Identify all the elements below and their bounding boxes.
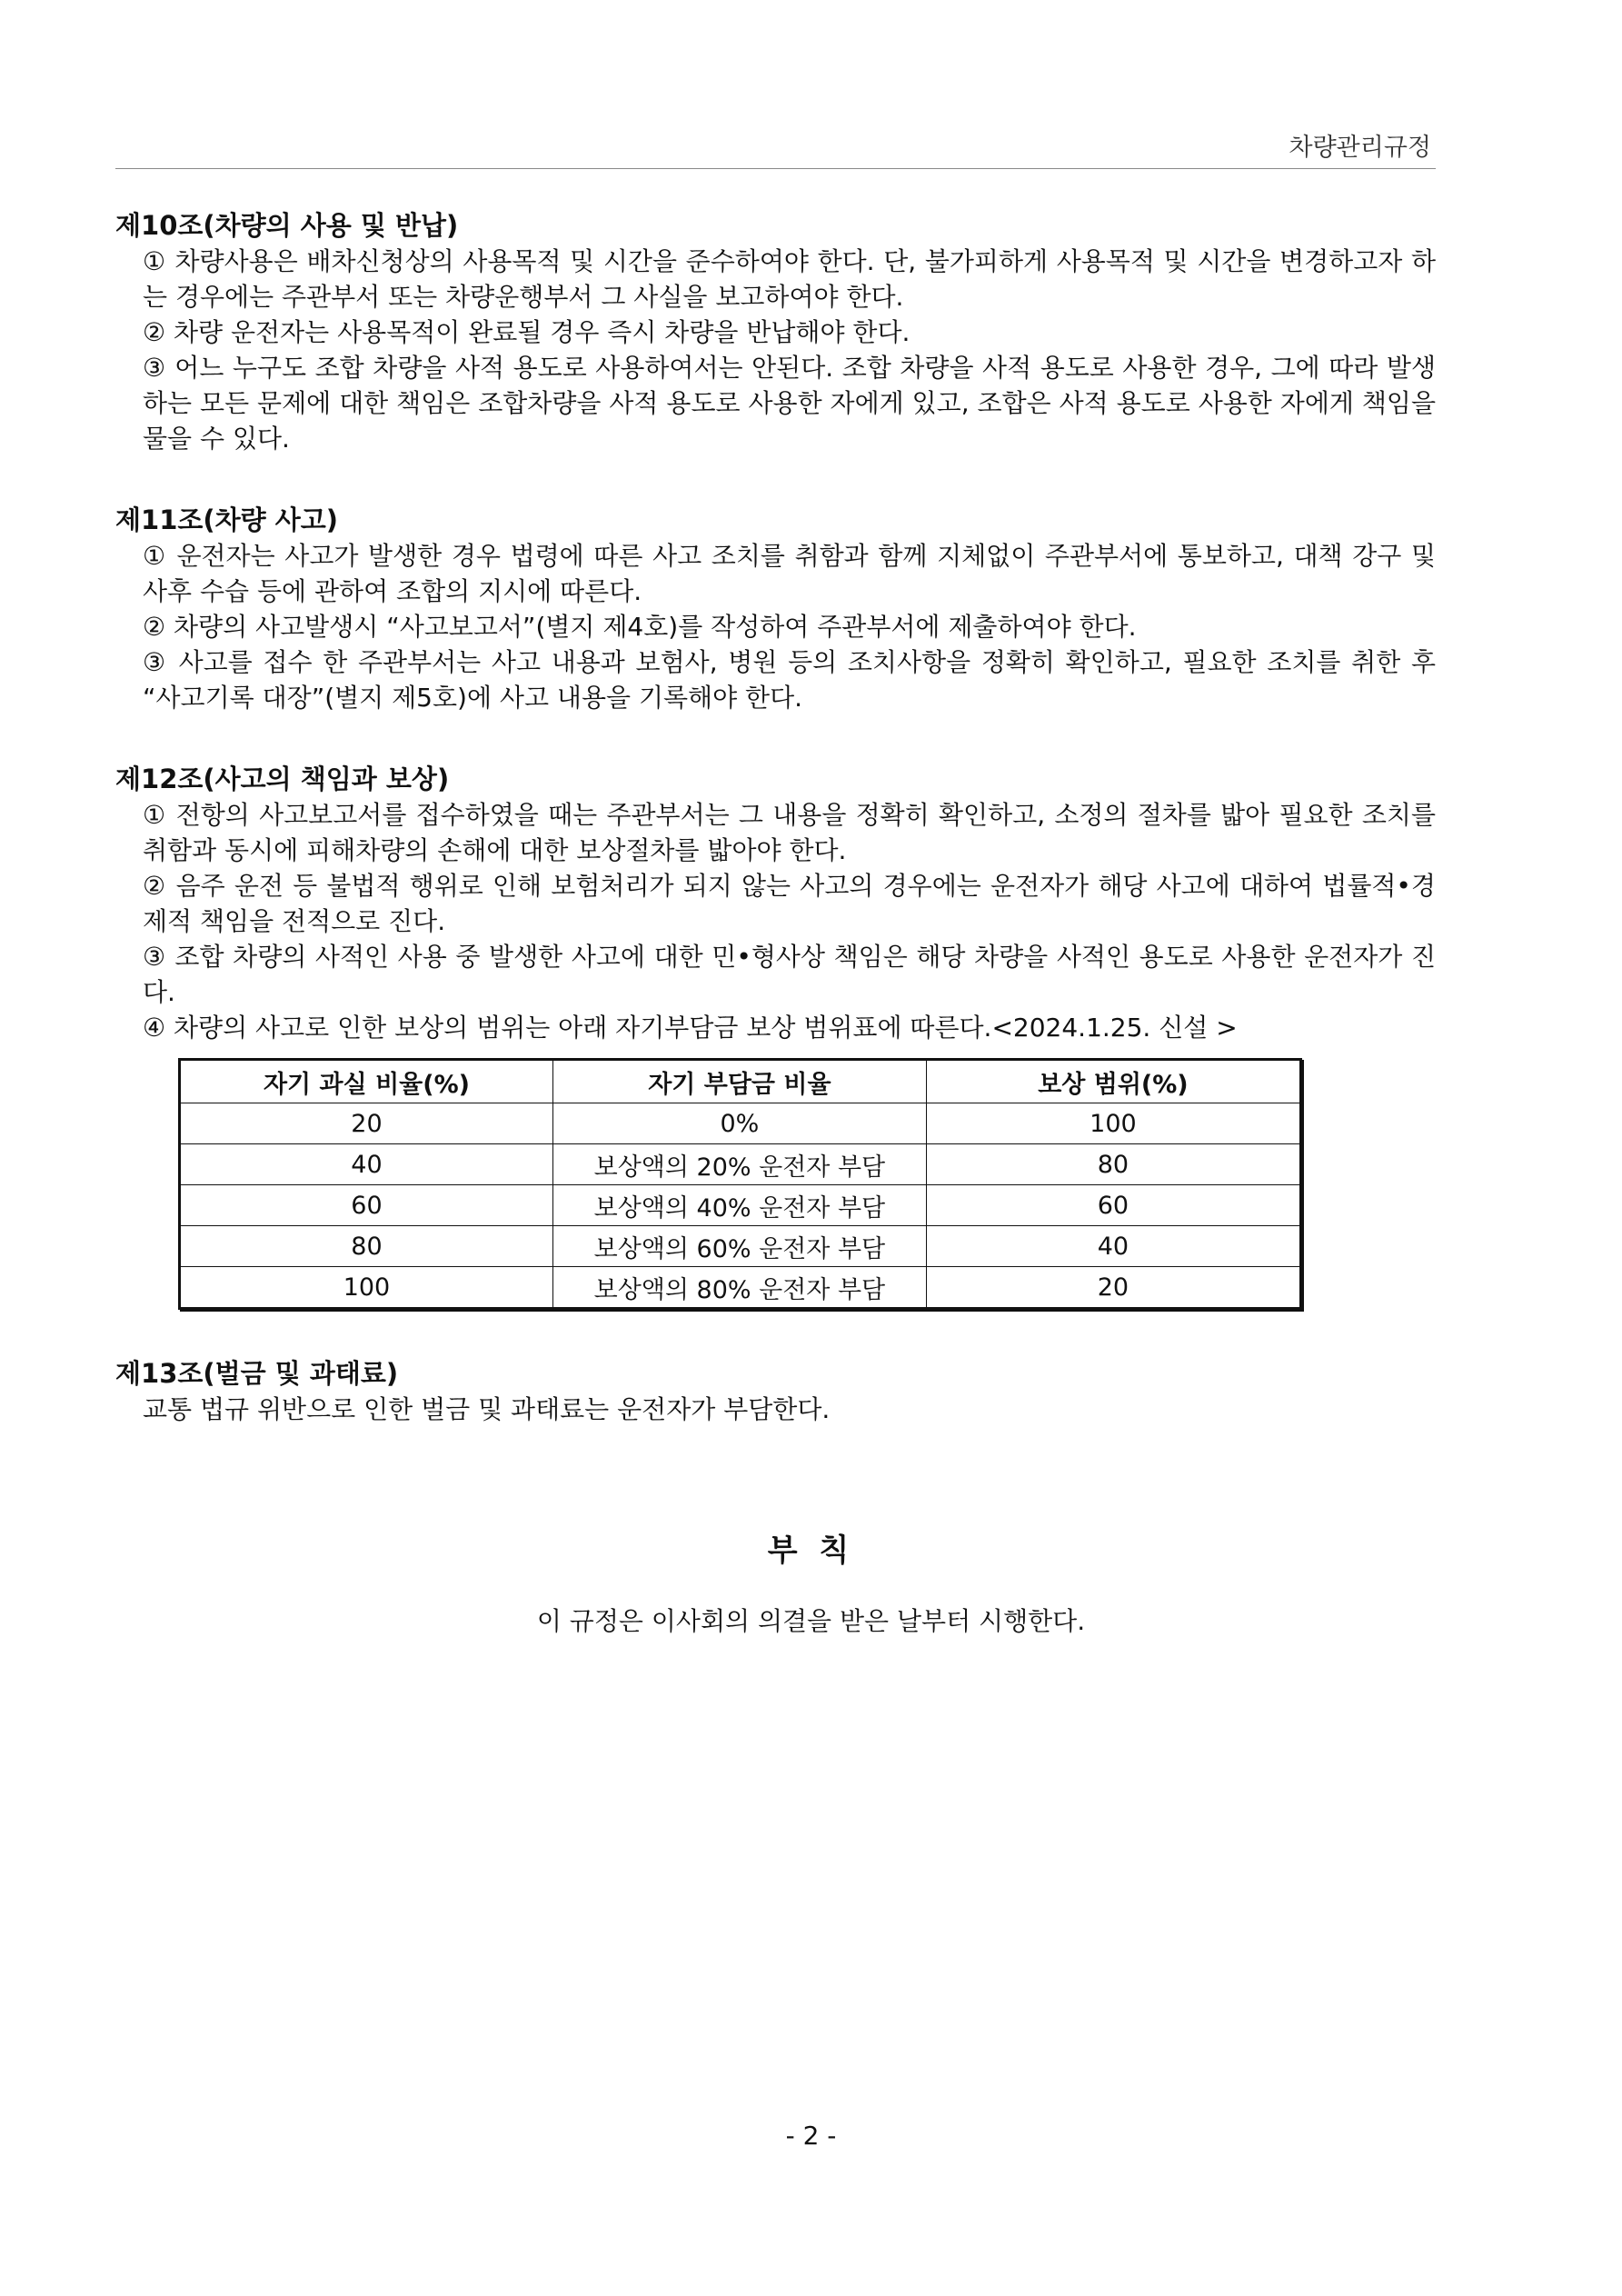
- table-cell: 20: [926, 1267, 1300, 1309]
- table-cell: 100: [926, 1103, 1300, 1144]
- compensation-table: [178, 1058, 1302, 1310]
- supplementary-title: 부 칙: [767, 1532, 855, 1569]
- article-paragraph: ② 차량의 사고발생시 “사고보고서”(별지 제4호)를 작성하여 주관부서에 제출하여야 한다.: [143, 612, 1137, 642]
- page-number: - 2 -: [785, 2121, 837, 2151]
- running-title: 차량관리규정: [1289, 134, 1431, 162]
- column-header: 보상 범위(%): [926, 1060, 1300, 1103]
- table-cell: 80: [180, 1226, 553, 1267]
- table-cell: 40: [926, 1226, 1300, 1267]
- table-cell: 보상액의 20% 운전자 부담: [552, 1144, 926, 1185]
- table-cell: 0%: [552, 1103, 926, 1144]
- article-title: 제12조(사고의 책임과 보상): [115, 764, 450, 794]
- table-cell: 보상액의 60% 운전자 부담: [552, 1226, 926, 1267]
- table-cell: 보상액의 80% 운전자 부담: [552, 1267, 926, 1309]
- table-cell: 20: [180, 1103, 553, 1144]
- article-title: 제11조(차량 사고): [115, 504, 339, 535]
- article-paragraph: ③ 조합 차량의 사적인 사용 중 발생한 사고에 대한 민•형사상 책임은 해당 차량을 사적인 용도로 사용한 운전자가 진다.: [143, 942, 1436, 1007]
- table-row: [180, 1103, 1301, 1144]
- table-cell: 60: [926, 1185, 1300, 1226]
- article-paragraph: ① 운전자는 사고가 발생한 경우 법령에 따른 사고 조치를 취함과 함께 지체없이 주관부서에 통보하고, 대책 강구 및 사후 수습 등에 관하여 조합의 지시에 따른다.: [143, 541, 1436, 606]
- article-title: 제13조(벌금 및 과태료): [115, 1358, 399, 1389]
- article-paragraph: 교통 법규 위반으로 인한 벌금 및 과태료는 운전자가 부담한다.: [143, 1394, 831, 1424]
- article-paragraph: ① 전항의 사고보고서를 접수하였을 때는 주관부서는 그 내용을 정확히 확인하고, 소정의 절차를 밟아 필요한 조치를 취함과 동시에 피해차량의 손해에 대한 보상절차를 밟아야 한다.: [143, 800, 1436, 865]
- article-paragraph: ① 차량사용은 배차신청상의 사용목적 및 시간을 준수하여야 한다. 단, 불가피하게 사용목적 및 시간을 변경하고자 하는 경우에는 주관부서 또는 차량운행부서 그 사실을 보고하여야 한다.: [143, 246, 1436, 312]
- article-11: [115, 502, 1436, 715]
- table-cell: 보상액의 40% 운전자 부담: [552, 1185, 926, 1226]
- article-12: [115, 761, 1436, 1310]
- table-header-row: [180, 1060, 1301, 1103]
- supplementary-text: 이 규정은 이사회의 의결을 받은 날부터 시행한다.: [536, 1606, 1086, 1636]
- column-header: 자기 부담금 비율: [552, 1060, 926, 1103]
- document-body: [115, 207, 1436, 1472]
- table-cell: 40: [180, 1144, 553, 1185]
- table-row: [180, 1144, 1301, 1185]
- article-paragraph: ② 음주 운전 등 불법적 행위로 인해 보험처리가 되지 않는 사고의 경우에는 운전자가 해당 사고에 대하여 법률적•경제적 책임을 전적으로 진다.: [143, 871, 1436, 936]
- column-header: 자기 과실 비율(%): [180, 1060, 553, 1103]
- article-13: [115, 1355, 1436, 1427]
- table-row: [180, 1185, 1301, 1226]
- table-row: [180, 1226, 1301, 1267]
- article-paragraph: ③ 어느 누구도 조합 차량을 사적 용도로 사용하여서는 안된다. 조합 차량을 사적 용도로 사용한 경우, 그에 따라 발생하는 모든 문제에 대한 책임은 조합차량을 사적 용도로 사용한 자에게 있고, 조합은 사적 용도로 사용한 자에게 책임을 물을 수 있다.: [143, 353, 1436, 454]
- article-title: 제10조(차량의 사용 및 반납): [115, 210, 459, 241]
- article-10: [115, 207, 1436, 456]
- table-cell: 100: [180, 1267, 553, 1309]
- article-paragraph: ④ 차량의 사고로 인한 보상의 범위는 아래 자기부담금 보상 범위표에 따른다.<2024.1.25. 신설 >: [143, 1013, 1238, 1043]
- article-paragraph: ② 차량 운전자는 사용목적이 완료될 경우 즉시 차량을 반납해야 한다.: [143, 317, 911, 347]
- article-paragraph: ③ 사고를 접수 한 주관부서는 사고 내용과 보험사, 병원 등의 조치사항을 정확히 확인하고, 필요한 조치를 취한 후 “사고기록 대장”(별지 제5호)에 사고 내용을 기록해야 한다.: [143, 647, 1436, 713]
- table-cell: 80: [926, 1144, 1300, 1185]
- header-divider: [115, 168, 1436, 169]
- table-cell: 60: [180, 1185, 553, 1226]
- table-row: [180, 1267, 1301, 1309]
